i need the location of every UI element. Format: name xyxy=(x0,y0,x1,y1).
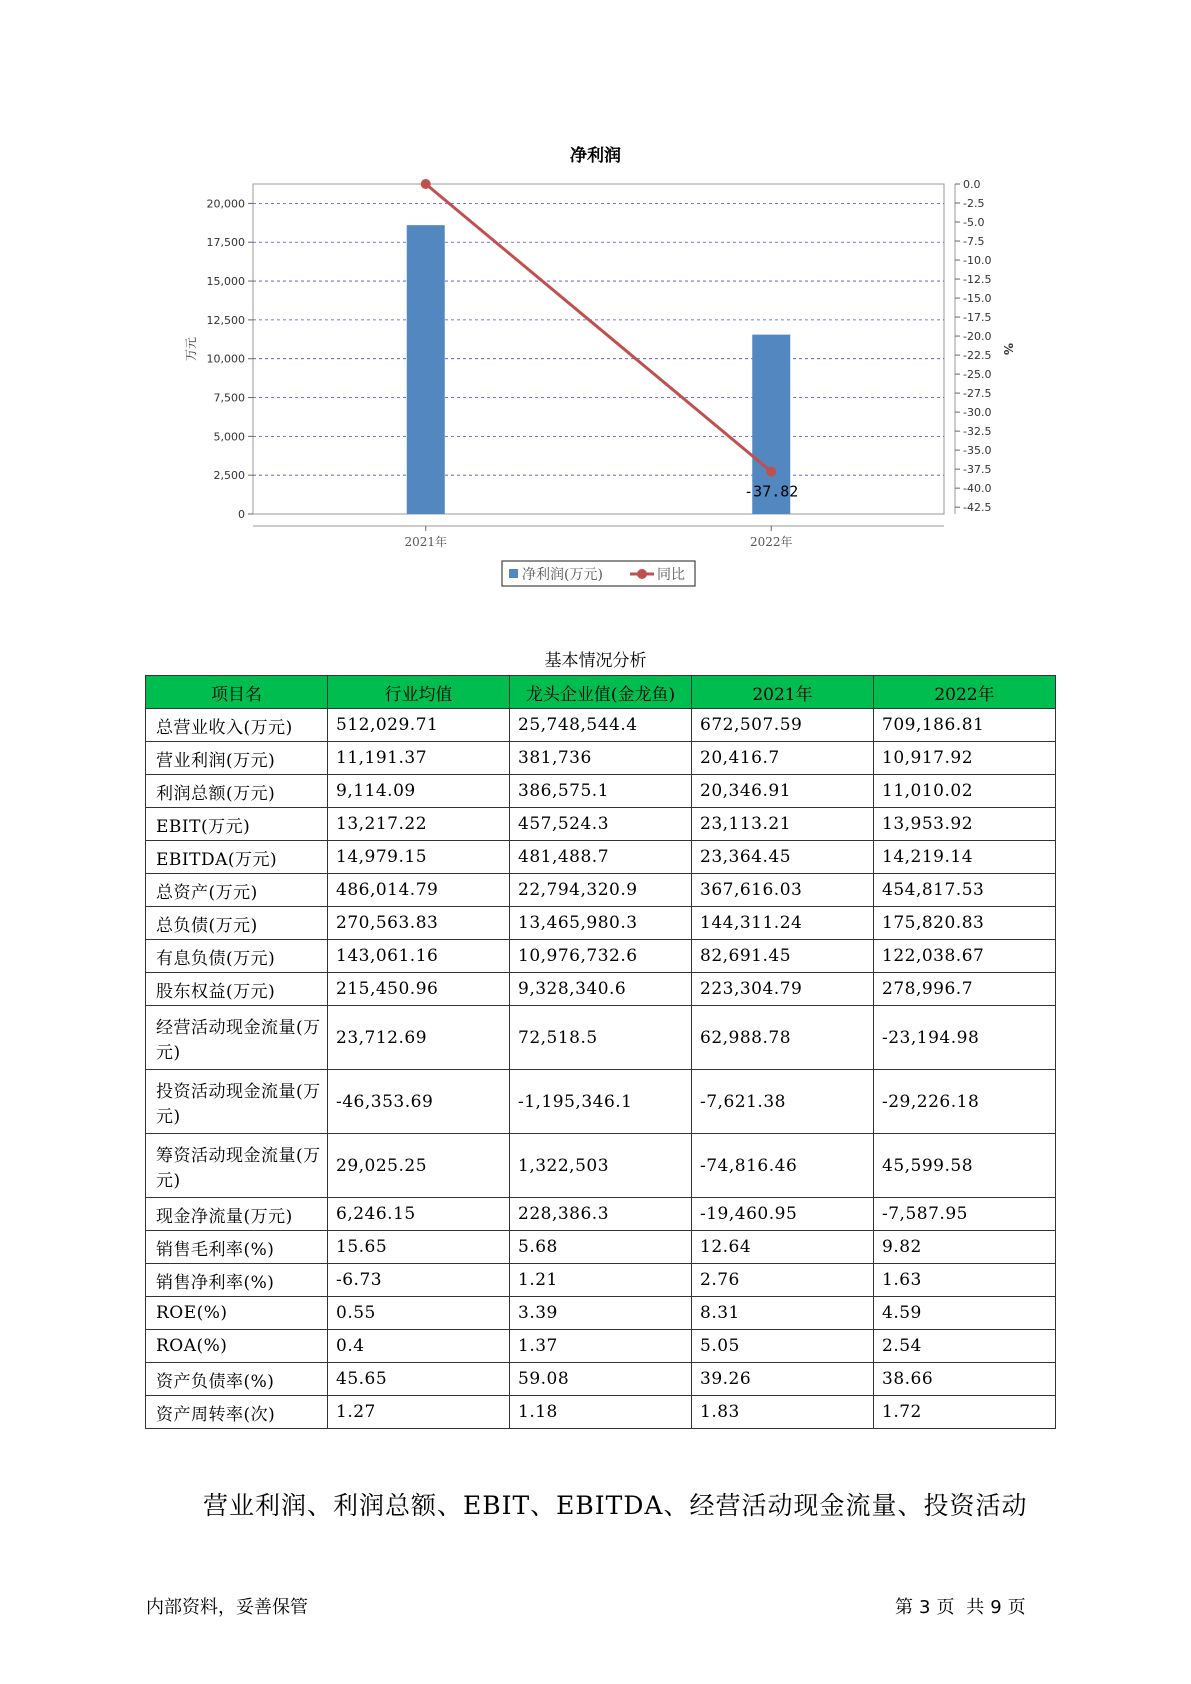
table-row xyxy=(146,1134,1056,1198)
value-cell: 23,712.69 xyxy=(328,1006,510,1070)
value-cell: 122,038.67 xyxy=(874,940,1056,973)
value-cell: 8.31 xyxy=(692,1297,874,1330)
y2-tick-label: -40.0 xyxy=(963,482,992,496)
table-row xyxy=(146,1297,1056,1330)
value-cell: 10,917.92 xyxy=(874,742,1056,775)
table-row xyxy=(146,841,1056,874)
legend-line-label: 同比 xyxy=(657,567,685,583)
value-cell: 5.68 xyxy=(510,1231,692,1264)
row-name-cell: 有息负债(万元) xyxy=(146,940,328,973)
basic-analysis-table xyxy=(145,675,1056,1429)
table-row xyxy=(146,775,1056,808)
value-cell: 9,114.09 xyxy=(328,775,510,808)
table-row xyxy=(146,1264,1056,1297)
row-name-cell: 投资活动现金流量(万元) xyxy=(146,1070,328,1134)
value-cell: 512,029.71 xyxy=(328,709,510,742)
row-name-cell: 总营业收入(万元) xyxy=(146,709,328,742)
yoy-data-label: -37.82 xyxy=(744,482,799,501)
y2-tick-label: 0.0 xyxy=(963,178,981,191)
net-profit-bar xyxy=(407,225,445,514)
value-cell: -6.73 xyxy=(328,1264,510,1297)
table-row xyxy=(146,1198,1056,1231)
body-paragraph: 营业利润、利润总额、EBIT、EBITDA、经营活动现金流量、投资活动 xyxy=(203,1491,1028,1520)
value-cell: 20,416.7 xyxy=(692,742,874,775)
value-cell: -19,460.95 xyxy=(692,1198,874,1231)
value-cell: 23,113.21 xyxy=(692,808,874,841)
value-cell: 270,563.83 xyxy=(328,907,510,940)
value-cell: 1.37 xyxy=(510,1330,692,1363)
page-number: 3 xyxy=(919,1597,931,1618)
yoy-point xyxy=(421,179,431,189)
value-cell: 9.82 xyxy=(874,1231,1056,1264)
value-cell: 1.27 xyxy=(328,1396,510,1429)
table-row xyxy=(146,907,1056,940)
row-name-cell: 筹资活动现金流量(万元) xyxy=(146,1134,328,1198)
value-cell: -1,195,346.1 xyxy=(510,1070,692,1134)
y-tick-label: 0 xyxy=(238,508,245,521)
table-row xyxy=(146,1006,1056,1070)
table-row xyxy=(146,973,1056,1006)
value-cell: 14,979.15 xyxy=(328,841,510,874)
value-cell: 1.18 xyxy=(510,1396,692,1429)
value-cell: 22,794,320.9 xyxy=(510,874,692,907)
y2-axis-label: % xyxy=(1001,342,1015,356)
value-cell: 5.05 xyxy=(692,1330,874,1363)
y-tick-label: 12,500 xyxy=(206,313,245,327)
y2-tick-label: -7.5 xyxy=(963,235,985,249)
table-row xyxy=(146,1070,1056,1134)
y2-tick-label: -37.5 xyxy=(963,463,992,477)
row-name-cell: 经营活动现金流量(万元) xyxy=(146,1006,328,1070)
row-name-cell: 资产周转率(次) xyxy=(146,1396,328,1429)
value-cell: 20,346.91 xyxy=(692,775,874,808)
value-cell: 13,465,980.3 xyxy=(510,907,692,940)
value-cell: 3.39 xyxy=(510,1297,692,1330)
value-cell: -29,226.18 xyxy=(874,1070,1056,1134)
value-cell: 0.55 xyxy=(328,1297,510,1330)
value-cell: 0.4 xyxy=(328,1330,510,1363)
chart-title: 净利润 xyxy=(570,146,621,166)
value-cell: 672,507.59 xyxy=(692,709,874,742)
value-cell: -7,587.95 xyxy=(874,1198,1056,1231)
value-cell: 486,014.79 xyxy=(328,874,510,907)
value-cell: 82,691.45 xyxy=(692,940,874,973)
y-tick-label: 10,000 xyxy=(206,352,245,366)
table-row xyxy=(146,1330,1056,1363)
y2-tick-label: -35.0 xyxy=(963,444,992,458)
value-cell: -7,621.38 xyxy=(692,1070,874,1134)
header-cell: 行业均值 xyxy=(328,676,510,709)
x-tick-label: 2021年 xyxy=(404,535,448,549)
value-cell: 143,061.16 xyxy=(328,940,510,973)
header-cell: 2021年 xyxy=(692,676,874,709)
y2-tick-label: -5.0 xyxy=(963,216,985,230)
value-cell: 4.59 xyxy=(874,1297,1056,1330)
y-tick-label: 7,500 xyxy=(213,391,245,405)
value-cell: 367,616.03 xyxy=(692,874,874,907)
value-cell: 1.63 xyxy=(874,1264,1056,1297)
y2-tick-label: -15.0 xyxy=(963,292,992,306)
y2-tick-label: -32.5 xyxy=(963,425,992,439)
y2-tick-label: -2.5 xyxy=(963,197,985,211)
row-name-cell: 利润总额(万元) xyxy=(146,775,328,808)
row-name-cell: 总负债(万元) xyxy=(146,907,328,940)
value-cell: 25,748,544.4 xyxy=(510,709,692,742)
y-tick-label: 2,500 xyxy=(213,469,245,483)
header-cell: 2022年 xyxy=(874,676,1056,709)
value-cell: 59.08 xyxy=(510,1363,692,1396)
y2-tick-label: -22.5 xyxy=(963,349,992,363)
value-cell: 454,817.53 xyxy=(874,874,1056,907)
y2-tick-label: -30.0 xyxy=(963,406,992,420)
footer-confidential-note: 内部资料，妥善保管 xyxy=(146,1597,308,1618)
value-cell: 1,322,503 xyxy=(510,1134,692,1198)
row-name-cell: 营业利润(万元) xyxy=(146,742,328,775)
y-tick-label: 17,500 xyxy=(206,236,245,250)
row-name-cell: EBIT(万元) xyxy=(146,808,328,841)
table-row xyxy=(146,1396,1056,1429)
value-cell: 45.65 xyxy=(328,1363,510,1396)
y2-tick-label: -25.0 xyxy=(963,368,992,382)
yoy-point xyxy=(766,467,776,477)
table-row xyxy=(146,709,1056,742)
legend-bar-swatch xyxy=(509,569,518,578)
x-tick-label: 2022年 xyxy=(749,535,793,549)
value-cell: 1.83 xyxy=(692,1396,874,1429)
value-cell: 144,311.24 xyxy=(692,907,874,940)
value-cell: -46,353.69 xyxy=(328,1070,510,1134)
net-profit-chart xyxy=(0,0,1191,600)
value-cell: 13,217.22 xyxy=(328,808,510,841)
legend-bar-label: 净利润(万元) xyxy=(522,567,603,583)
value-cell: 2.76 xyxy=(692,1264,874,1297)
total-prefix: 共 xyxy=(966,1597,985,1618)
y-tick-label: 5,000 xyxy=(213,430,245,444)
table-row xyxy=(146,742,1056,775)
value-cell: 39.26 xyxy=(692,1363,874,1396)
table-row xyxy=(146,808,1056,841)
table-header-row xyxy=(146,676,1056,709)
value-cell: 386,575.1 xyxy=(510,775,692,808)
value-cell: 45,599.58 xyxy=(874,1134,1056,1198)
value-cell: 72,518.5 xyxy=(510,1006,692,1070)
table-body xyxy=(146,709,1056,1429)
value-cell: 1.21 xyxy=(510,1264,692,1297)
total-suffix: 页 xyxy=(1007,1597,1026,1618)
value-cell: 11,010.02 xyxy=(874,775,1056,808)
header-cell: 项目名 xyxy=(146,676,328,709)
table-row xyxy=(146,1231,1056,1264)
y2-tick-label: -12.5 xyxy=(963,273,992,287)
y-tick-label: 20,000 xyxy=(206,197,245,211)
y-axis-label: 万元 xyxy=(184,336,198,362)
value-cell: 175,820.83 xyxy=(874,907,1056,940)
table-row xyxy=(146,1363,1056,1396)
header-cell: 龙头企业值(金龙鱼) xyxy=(510,676,692,709)
value-cell: 38.66 xyxy=(874,1363,1056,1396)
value-cell: 13,953.92 xyxy=(874,808,1056,841)
value-cell: 11,191.37 xyxy=(328,742,510,775)
page-prefix: 第 xyxy=(895,1597,913,1618)
value-cell: 481,488.7 xyxy=(510,841,692,874)
footer-page-indicator xyxy=(895,1593,1032,1619)
value-cell: 62,988.78 xyxy=(692,1006,874,1070)
chart-canvas xyxy=(0,0,1191,600)
value-cell: -23,194.98 xyxy=(874,1006,1056,1070)
total-pages: 9 xyxy=(990,1597,1002,1618)
value-cell: 223,304.79 xyxy=(692,973,874,1006)
y2-tick-label: -20.0 xyxy=(963,330,992,344)
value-cell: 2.54 xyxy=(874,1330,1056,1363)
value-cell: 215,450.96 xyxy=(328,973,510,1006)
value-cell: 709,186.81 xyxy=(874,709,1056,742)
y2-tick-label: -10.0 xyxy=(963,254,992,268)
plot-area xyxy=(253,184,944,514)
row-name-cell: 现金净流量(万元) xyxy=(146,1198,328,1231)
page-mid: 页 xyxy=(936,1597,955,1618)
legend-line-marker xyxy=(637,569,647,579)
row-name-cell: ROA(%) xyxy=(146,1330,328,1363)
value-cell: 6,246.15 xyxy=(328,1198,510,1231)
row-name-cell: 总资产(万元) xyxy=(146,874,328,907)
row-name-cell: 股东权益(万元) xyxy=(146,973,328,1006)
value-cell: 29,025.25 xyxy=(328,1134,510,1198)
value-cell: 278,996.7 xyxy=(874,973,1056,1006)
value-cell: 12.64 xyxy=(692,1231,874,1264)
value-cell: 1.72 xyxy=(874,1396,1056,1429)
y-tick-label: 15,000 xyxy=(206,275,245,289)
row-name-cell: EBITDA(万元) xyxy=(146,841,328,874)
row-name-cell: 销售毛利率(%) xyxy=(146,1231,328,1264)
value-cell: 9,328,340.6 xyxy=(510,973,692,1006)
row-name-cell: ROE(%) xyxy=(146,1297,328,1330)
table-caption: 基本情况分析 xyxy=(544,651,647,671)
value-cell: 10,976,732.6 xyxy=(510,940,692,973)
value-cell: -74,816.46 xyxy=(692,1134,874,1198)
value-cell: 228,386.3 xyxy=(510,1198,692,1231)
y2-tick-label: -27.5 xyxy=(963,387,992,401)
y2-tick-label: -17.5 xyxy=(963,311,992,325)
value-cell: 15.65 xyxy=(328,1231,510,1264)
y2-tick-label: -42.5 xyxy=(963,501,992,515)
value-cell: 457,524.3 xyxy=(510,808,692,841)
value-cell: 14,219.14 xyxy=(874,841,1056,874)
table-row xyxy=(146,940,1056,973)
row-name-cell: 销售净利率(%) xyxy=(146,1264,328,1297)
row-name-cell: 资产负债率(%) xyxy=(146,1363,328,1396)
value-cell: 381,736 xyxy=(510,742,692,775)
value-cell: 23,364.45 xyxy=(692,841,874,874)
table-row xyxy=(146,874,1056,907)
